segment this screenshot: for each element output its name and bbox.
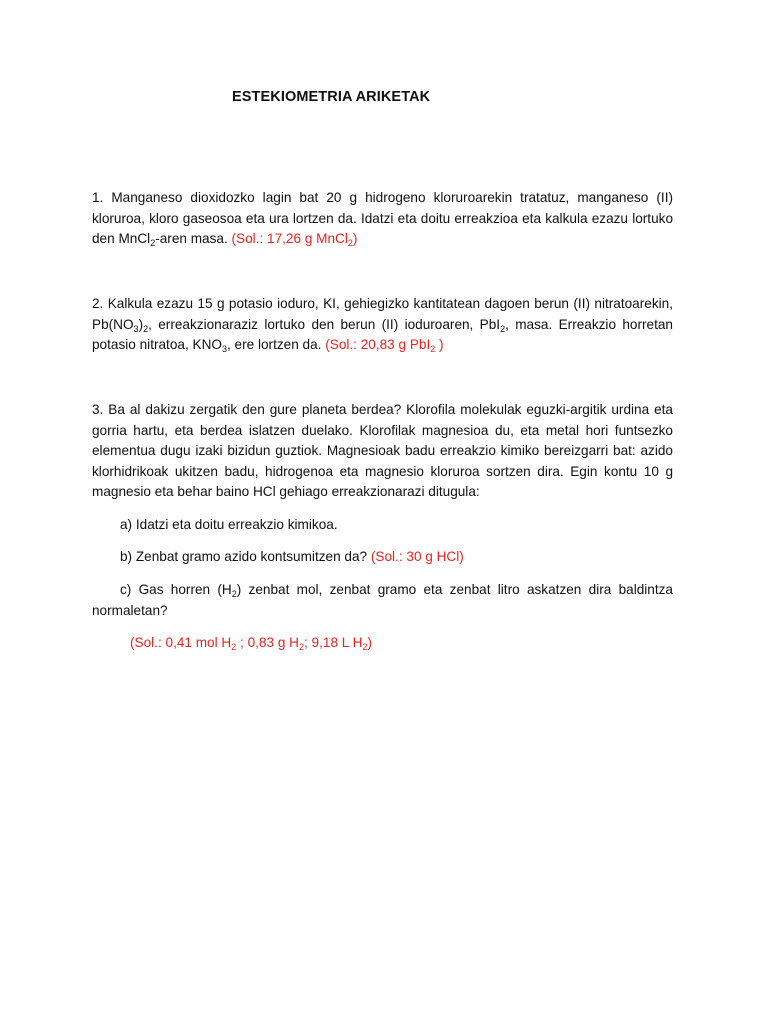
exercise-2-text: 2. Kalkula ezazu 15 g potasio ioduro, KI, gehiegizko kantitatean dagoen berun (II) nitratoarekin, Pb(NO: [92, 296, 673, 332]
exercise-3-part-c: c) Gas horren $(H_2)$ zenbat mol, zenbat gramo eta zenbat litro askatzen dira baldintza normaletan?: [92, 582, 673, 618]
exercise-1-text: 1. Manganeso dioxidozko lagin bat 20 g hidrogeno kloruroarekin tratatuz, manganeso (II) kloruroa, kloro gaseosoa eta ura lortzen da. Idatzi eta doitu erreakzioa eta kalkula ezazu lortuko den MnCl: [92, 190, 673, 246]
exercise-3-part-c-solution: (Sol.: 0,41 mol $H_2$ ; 0,83 g $H_2$; 9,18 L $H_2$): [130, 635, 372, 652]
exercise-1-text-b: -aren masa.: [155, 231, 232, 246]
exercise-3: 3. Ba al dakizu zergatik den gure planeta berdea? Klorofila molekulak eguzki-argitik urdina eta gorria hartu, eta berdea islatzen duelako. Klorofilak magnesioa du, eta metal hori funtsezko elementua dugu izaki bizidun guztiok. Magnesioak badu erreakzio kimiko bereizgarri bat: azido klorhidrikoak ukitzen badu, hidrogenoa eta magnesio kloruroa sortzen dira. Egin kontu 10 g magnesio eta behar baino HCl gehiago erreakzionarazi ditugula:: [92, 402, 673, 499]
document-title: ESTEKIOMETRIA ARIKETAK: [232, 89, 431, 105]
exercise-1-solution: (Sol.: 17,26 g MnCl$_2$): [231, 231, 358, 248]
exercise-2: 2. Kalkula ezazu 15 g potasio ioduro, KI, gehiegizko kantitatean dagoen berun (II) nitratoarekin, $Pb(NO_3)_2$, erreakzionaraziz lortuko den berun (II) ioduroaren, PbI$_2$, masa. Erreakzio horretan potasio nitratoa, $KNO_3$, ere lortzen da. (Sol.: 20,83 g PbI$_2$ ): [92, 296, 673, 354]
exercise-1-subscript: 2: [150, 238, 156, 248]
exercise-2-solution: (Sol.: 20,83 g PbI$_2$ ): [325, 337, 444, 354]
exercise-3-part-b: b) Zenbat gramo azido kontsumitzen da? (Sol.: 30 g HCl): [120, 549, 464, 564]
exercise-3-part-b-solution: (Sol.: 30 g HCl): [370, 549, 464, 564]
exercise-3-part-a: a) Idatzi eta doitu erreakzio kimikoa.: [120, 517, 338, 532]
exercise-1: [92, 188, 673, 250]
